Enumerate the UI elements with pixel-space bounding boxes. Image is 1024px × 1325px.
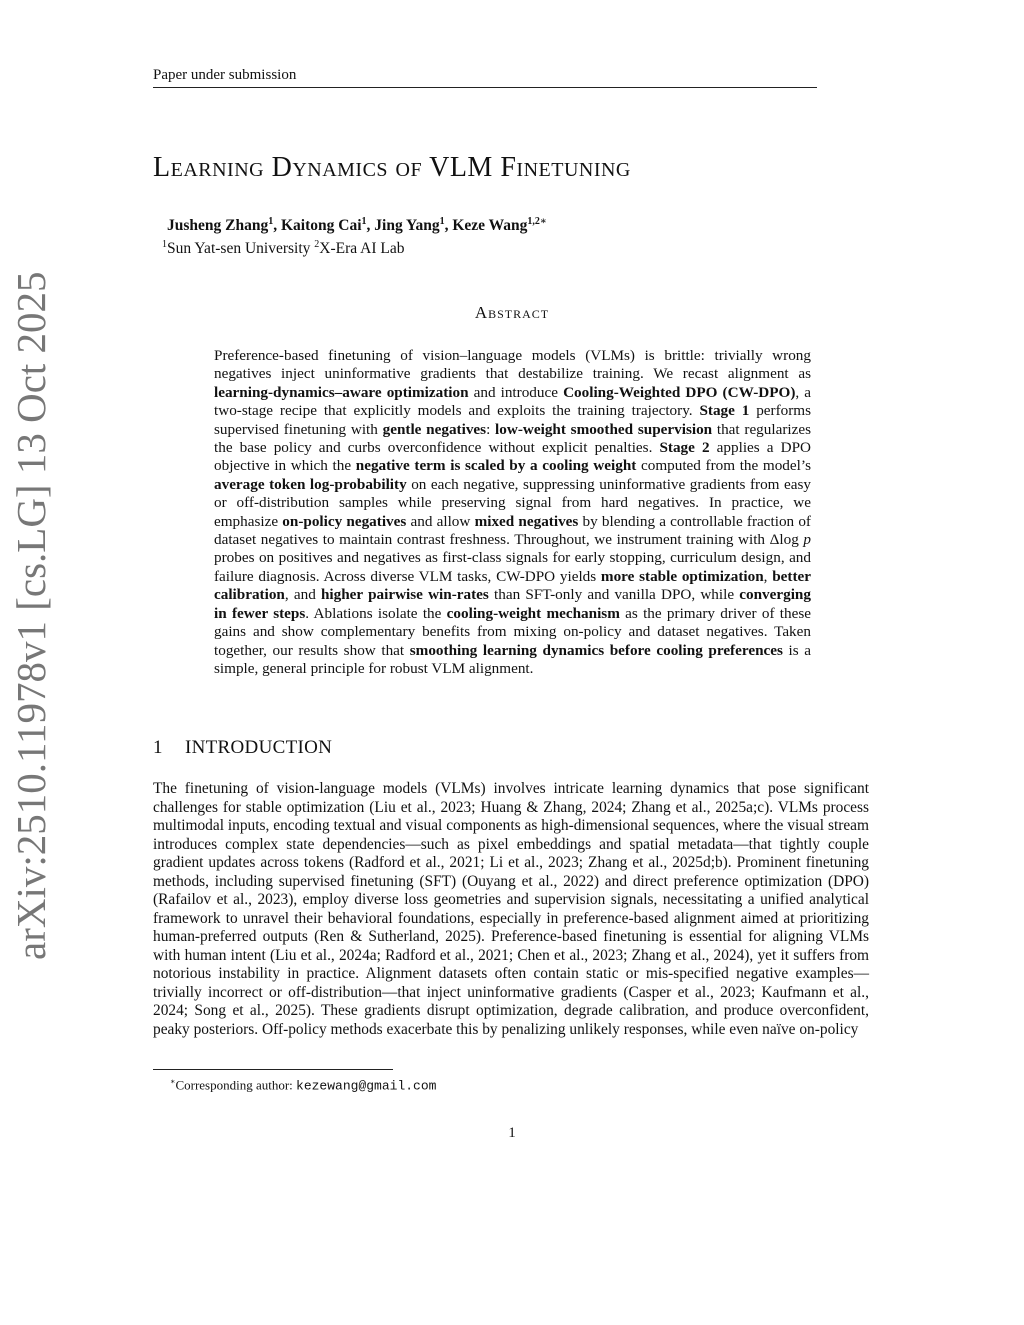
abstract-text: performs supervised finetuning with bbox=[214, 402, 812, 438]
author-name: Jusheng Zhang bbox=[167, 217, 269, 235]
abstract-text: by blending a controllable fraction of dataset negatives to maintain contrast freshness. Throughout, we instrument training with bbox=[214, 512, 811, 549]
author-affiliation-marker: 1 bbox=[361, 216, 367, 227]
author-list bbox=[167, 212, 547, 235]
abstract-emphasis: learning-dynamics–aware optimization bbox=[214, 383, 469, 401]
author-name: Jing Yang bbox=[374, 217, 440, 235]
abstract-text: , a two-stage recipe that explicitly models and exploits the training trajectory. bbox=[214, 383, 812, 420]
footnote-label: Corresponding author: bbox=[175, 1077, 297, 1093]
author-email-link[interactable]: kezewang@gmail.com bbox=[296, 1078, 437, 1094]
abstract-emphasis: higher pairwise win-rates bbox=[320, 586, 489, 604]
author-affiliation-marker: 1 bbox=[268, 216, 274, 227]
abstract-text: and allow bbox=[406, 512, 475, 530]
abstract-text: probes on positives and negatives as first-class signals for early stopping, curriculum design, and failure diagnosis. Across diverse VLM tasks, CW-DPO yields bbox=[214, 549, 811, 585]
running-header bbox=[153, 66, 817, 88]
affiliation-list bbox=[162, 235, 404, 258]
abstract-text: : bbox=[486, 420, 496, 438]
author-name: Kaitong Cai bbox=[280, 217, 362, 235]
abstract-emphasis: low-weight smoothed supervision bbox=[495, 420, 713, 438]
abstract-emphasis: converging in fewer steps bbox=[214, 586, 811, 622]
abstract-text: is a simple, general principle for robust VLM alignment. bbox=[214, 641, 812, 677]
abstract-heading: Abstract bbox=[474, 303, 550, 322]
abstract-emphasis: negative term is scaled by a cooling weight bbox=[355, 457, 637, 475]
arxiv-identifier-stamp: arXiv:2510.11978v1 [cs.LG] 13 Oct 2025 bbox=[8, 271, 54, 960]
affiliation-number: 1 bbox=[162, 239, 167, 250]
abstract-emphasis: better calibration bbox=[214, 567, 812, 604]
author-affiliation-marker: 1,2∗ bbox=[527, 216, 547, 227]
section-title: INTRODUCTION bbox=[185, 737, 333, 758]
section-heading-introduction bbox=[153, 736, 332, 760]
abstract-text: as the primary driver of these gains and show complementary benefits from mixing on-policy and dataset negatives. Taken together, our results show that bbox=[214, 604, 811, 659]
author-separator: , bbox=[366, 217, 375, 235]
abstract-math-symbol: p bbox=[803, 531, 811, 549]
abstract-text: , and bbox=[284, 586, 321, 604]
abstract-text: computed from the model’s bbox=[636, 457, 811, 475]
abstract-emphasis: mixed negatives bbox=[474, 512, 579, 530]
author-affiliation-marker: 1 bbox=[439, 216, 445, 227]
abstract-text: Δlog bbox=[769, 531, 804, 549]
abstract-emphasis: Stage 2 bbox=[659, 439, 710, 457]
abstract-emphasis: gentle negatives bbox=[382, 420, 487, 438]
abstract-emphasis: average token log-probability bbox=[214, 475, 407, 493]
author-separator: , bbox=[273, 217, 281, 235]
affiliation-number: 2 bbox=[314, 239, 320, 250]
abstract-emphasis: smoothing learning dynamics before cooling preferences bbox=[409, 641, 783, 659]
abstract-emphasis: on-policy negatives bbox=[282, 512, 407, 530]
running-header-title: Paper under submission bbox=[153, 67, 297, 83]
abstract-emphasis: Cooling-Weighted DPO (CW-DPO) bbox=[563, 383, 796, 401]
abstract-text: than SFT-only and vanilla DPO, while bbox=[488, 586, 740, 604]
footnote-marker: ∗ bbox=[170, 1077, 176, 1086]
abstract-emphasis: more stable optimization bbox=[600, 567, 764, 585]
introduction-body: The finetuning of vision-language models (VLMs) involves intricate learning dynamics that pose significant challenges for stable optimization (Liu et al., 2023; Huang & Zhang, 2024; Zhang et al., 2025a;c). VLMs process multimodal inputs, encoding textual and visual components as high-dimensional sequences, where the visual stream introduces complex state dependencies—such as pixel embeddings and spatial metadata—that tightly couple gradient updates across tokens (Radford et al., 2021; Li et al., 2023; Zhang et al., 2025d;b). Prominent finetuning methods, including supervised finetuning (SFT) (Ouyang et al., 2022) and direct preference optimization (DPO) (Rafailov et al., 2023), employ diverse loss geometries and supervision signals, necessitating a unified analytical framework to unravel their behavioral foundations, especially in preference-based alignment aimed at prioritizing human-preferred outputs (Ren & Sutherland, 2025). Preference-based finetuning is essential for aligning VLMs with human intent (Liu et al., 2024a; Radford et al., 2021; Chen et al., 2023; Zhang et al., 2024), yet it suffers from notorious instability in practice. Alignment datasets often contain static or mis-specified negative examples—trivially incorrect or off-distribution—that inject uninformative gradients (Casper et al., 2023; Kaufmann et al., 2024; Song et al., 2025). These gradients disrupt optimization, degrade calibration, and produce overconfident, peaky posteriors. Off-policy methods exacerbate this by penalizing unlikely responses, while even naïve on-policy bbox=[153, 780, 869, 1038]
abstract-text: and introduce bbox=[468, 383, 564, 401]
page-number: 1 bbox=[508, 1125, 516, 1141]
abstract-text: on each negative, suppressing uninformative gradients from easy or off-distribution samples while preserving signal from hard negatives. In practice, we emphasize bbox=[214, 475, 811, 530]
abstract-text: Preference-based finetuning of vision–language models (VLMs) is brittle: trivially wrong negatives inject uninformative gradients that destabilize training. We recast alignment as bbox=[214, 347, 811, 383]
abstract-text: . Ablations isolate the bbox=[305, 604, 447, 622]
abstract-emphasis: Stage 1 bbox=[699, 402, 750, 420]
abstract-emphasis: cooling-weight mechanism bbox=[446, 604, 620, 622]
footnote-corresponding-author bbox=[170, 1073, 436, 1094]
section-number: 1 bbox=[153, 737, 163, 758]
author-separator: , bbox=[444, 217, 453, 235]
affiliation-name: Sun Yat-sen University bbox=[167, 240, 315, 258]
abstract-text: that regularizes the base policy and curbs overconfidence without explicit penalties. bbox=[214, 420, 812, 457]
paper-title: Learning Dynamics of VLM Finetuning bbox=[153, 152, 631, 183]
affiliation-name: X-Era AI Lab bbox=[319, 240, 405, 258]
footnote-divider bbox=[153, 1069, 393, 1070]
abstract-body bbox=[214, 347, 811, 678]
abstract-text: applies a DPO objective in which the bbox=[214, 439, 811, 475]
author-name: Keze Wang bbox=[452, 217, 528, 235]
abstract-text: , bbox=[763, 567, 773, 585]
